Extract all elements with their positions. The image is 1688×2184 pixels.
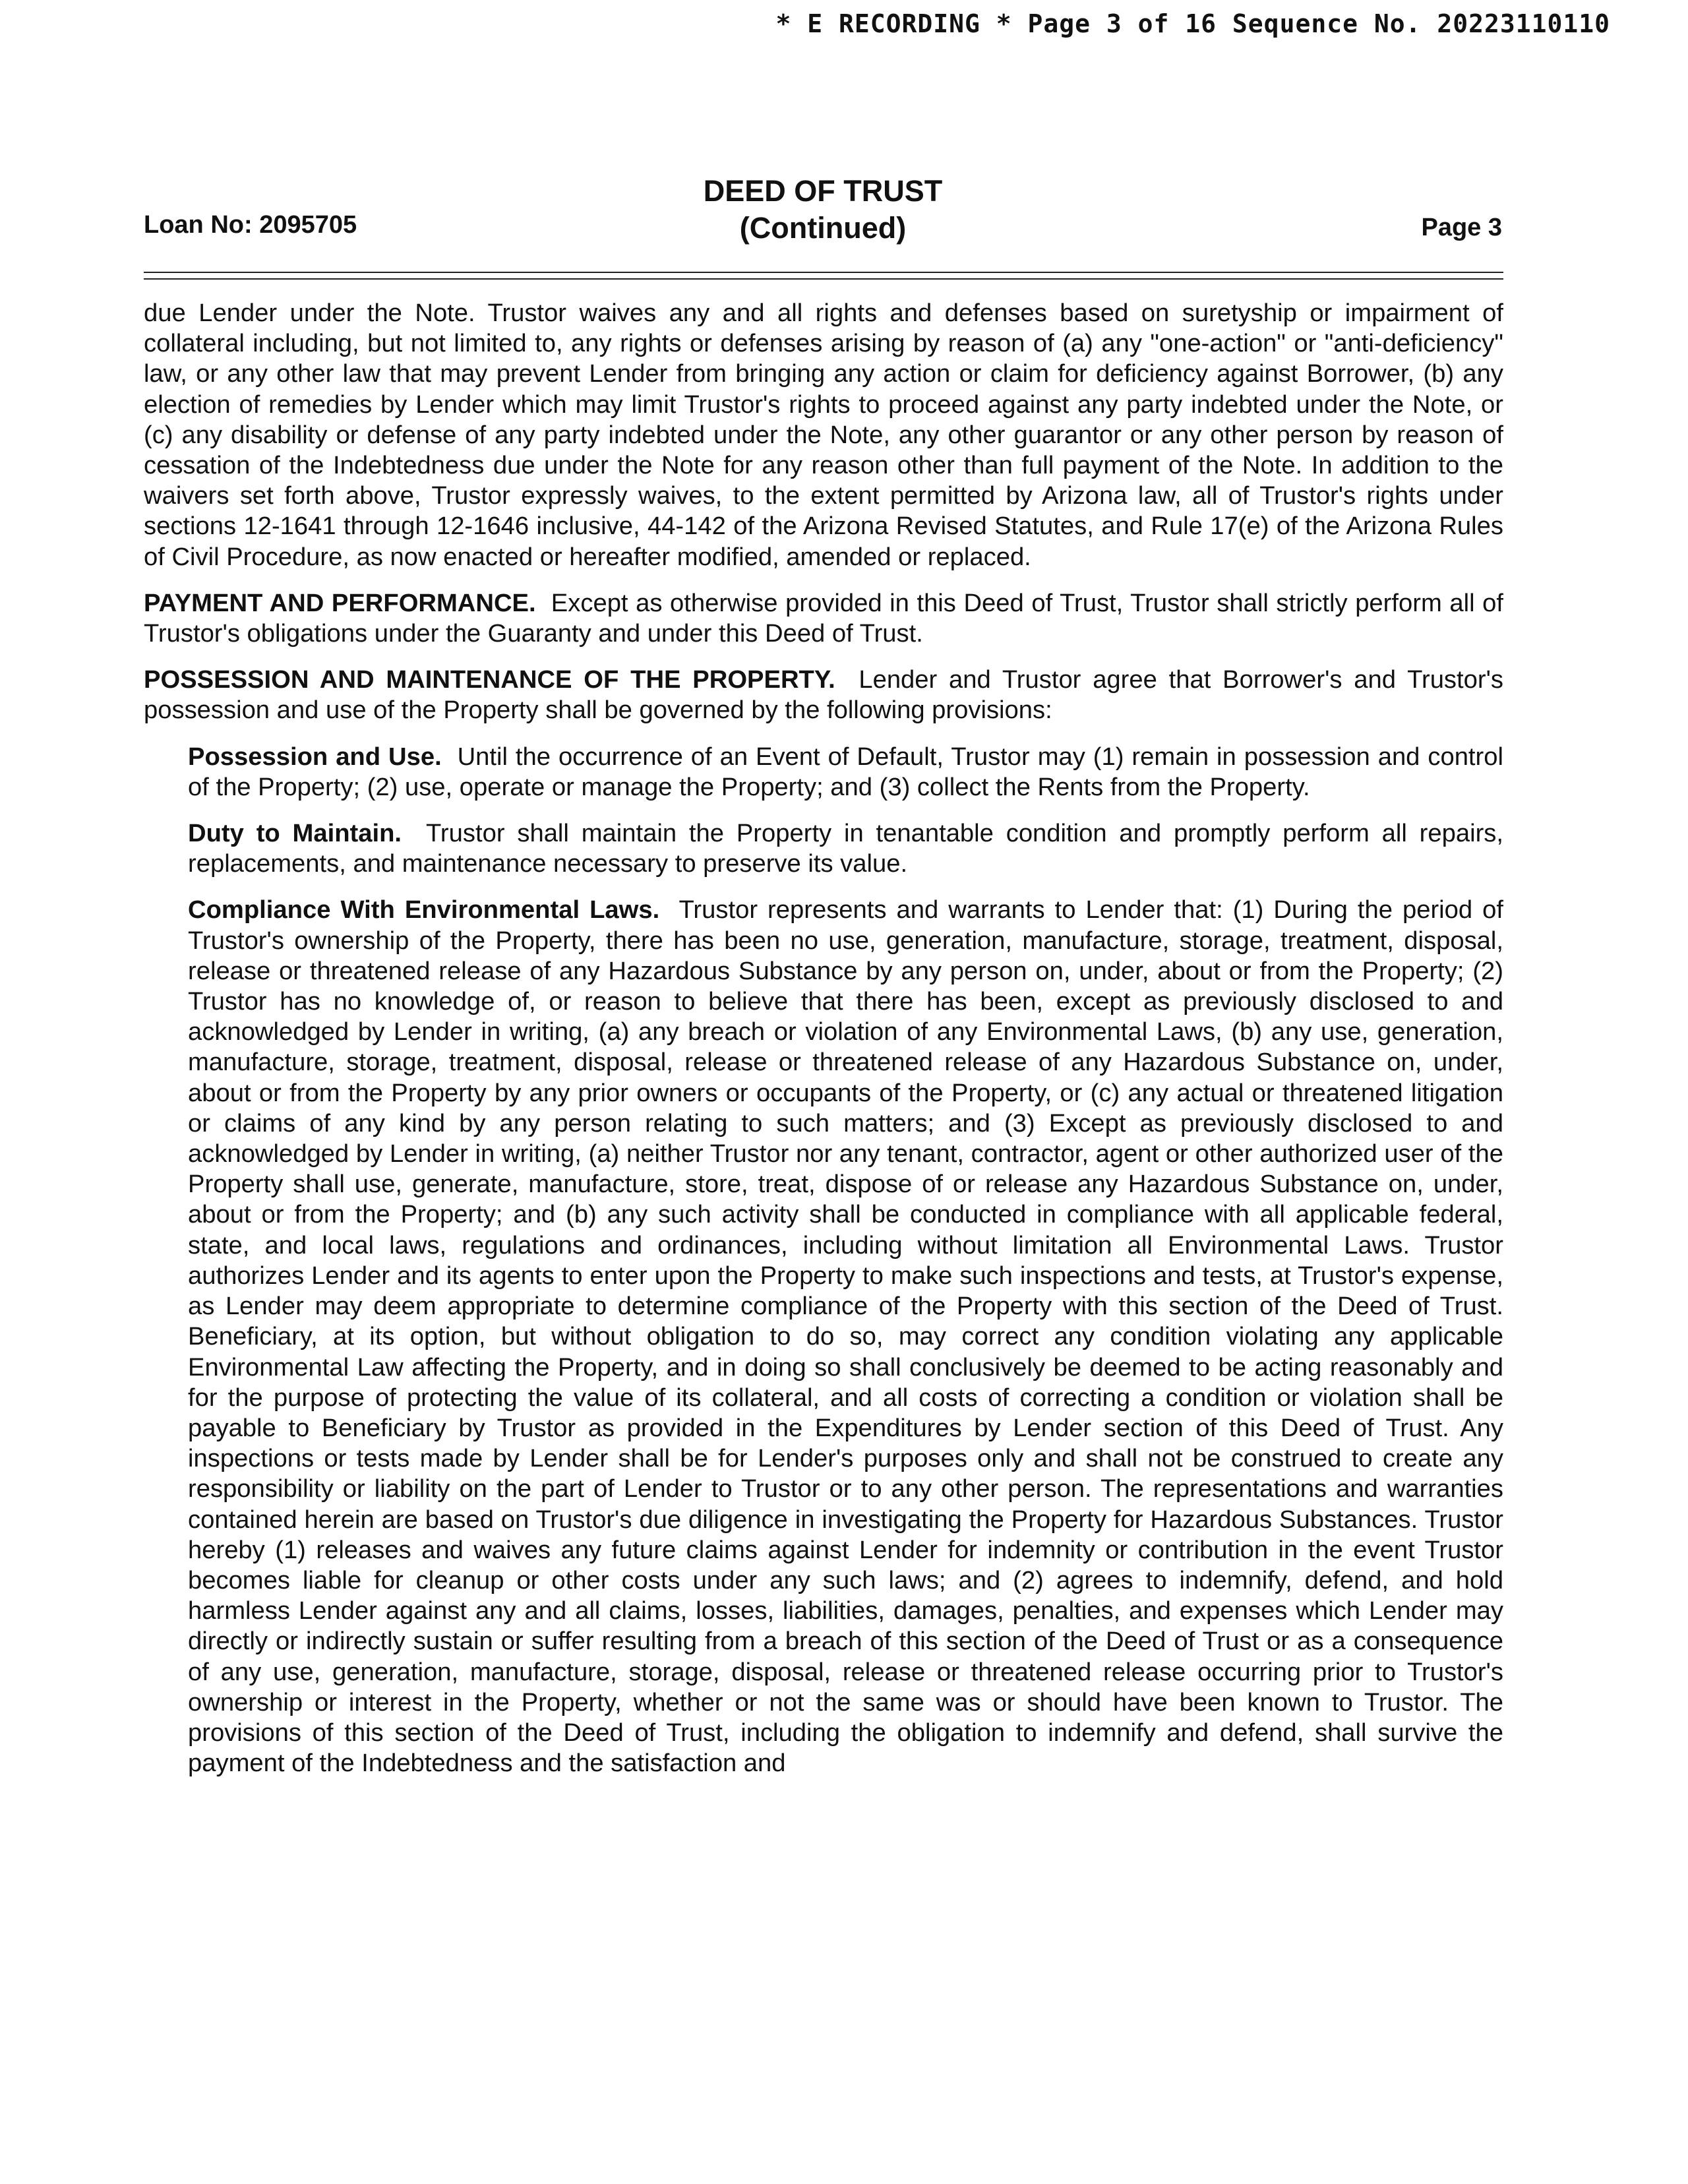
paragraph-duty-to-maintain xyxy=(188,818,1503,879)
paragraph-possession-and-use xyxy=(188,742,1503,803)
paragraph-waivers xyxy=(144,298,1503,572)
paragraph-text: Until the occurrence of an Event of Default, Trustor may (1) remain in possession and control of the Property; (2) use, operate or manage the Property; and (3) collect the Rents from the Property. xyxy=(188,742,1503,801)
paragraph-environmental-compliance xyxy=(188,895,1503,1778)
subsection-heading: Possession and Use. xyxy=(188,742,442,771)
header-rule-top xyxy=(144,272,1503,273)
document-body xyxy=(144,298,1503,1794)
paragraph-text: Trustor shall maintain the Property in tenantable condition and promptly perform all repairs, replacements, and maintenance necessary to preserve its value. xyxy=(188,819,1503,878)
section-heading: PAYMENT AND PERFORMANCE. xyxy=(144,588,536,617)
subsection-heading: Duty to Maintain. xyxy=(188,819,402,848)
section-heading: POSSESSION AND MAINTENANCE OF THE PROPERTY. xyxy=(144,665,835,694)
title-line-2: (Continued) xyxy=(739,211,907,245)
paragraph-text: Trustor represents and warrants to Lender that: (1) During the period of Trustor's ownership of the Property, there has been no use, generation, manufacture, storage, treatment, disposal, release or threatened release of any Hazardous Substance by any person on, under, about or from the Property; (2) Trustor has no knowledge of, or reason to believe that there has been, except as previously disclosed to and acknowledged by Lender in writing, (a) any breach or violation of any Environmental Laws, (b) any use, generation, manufacture, storage, treatment, disposal, release or threatened release of any Hazardous Substance on, under, about or from the Property by any prior owners or occupants of the Property, or (c) any actual or threatened litigation or claims of any kind by any person relating to such matters; and (3) Except as previously disclosed to and acknowledged by Lender in writing, (a) neither Trustor nor any tenant, contractor, agent or other authorized user of the Property shall use, generate, manufacture, store, treat, dispose of or release any Hazardous Substance on, under, about or from the Property; and (b) any such activity shall be conducted in compliance with all applicable federal, state, and local laws, regulations and ordinances, including without limitation all Environmental Laws. Trustor authorizes Lender and its agents to enter upon the Property to make such inspections and tests, at Trustor's expense, as Lender may deem appropriate to determine compliance of the Property with this section of the Deed of Trust. Beneficiary, at its option, but without obligation to do so, may correct any condition violating any applicable Environmental Law affecting the Property, and in doing so shall conclusively be deemed to be acting reasonably and for the purpose of protecting the value of its collateral, and all costs of correcting a condition or violation shall be payable to Beneficiary by Trustor as provided in the Expenditures by Lender section of this Deed of Trust. Any inspections or tests made by Lender shall be for Lender's purposes only and shall not be construed to create any responsibility or liability on the part of Lender to Trustor or to any other person. The representations and warranties contained herein are based on Trustor's due diligence in investigating the Property for Hazardous Substances. Trustor hereby (1) releases and waives any future claims against Lender for indemnity or contribution in the event Trustor becomes liable for cleanup or other costs under any such laws; and (2) agrees to indemnify, defend, and hold harmless Lender against any and all claims, losses, liabilities, damages, penalties, and expenses which Lender may directly or indirectly sustain or suffer resulting from a breach of this section of the Deed of Trust or as a consequence of any use, generation, manufacture, storage, disposal, release or threatened release occurring prior to Trustor's ownership or interest in the Property, whether or not the same was or should have been known to Trustor. The provisions of this section of the Deed of Trust, including the obligation to indemnify and defend, shall survive the payment of the Indebtedness and the satisfaction and xyxy=(188,895,1503,1778)
paragraph-possession-and-maintenance xyxy=(144,665,1503,725)
paragraph-payment-and-performance xyxy=(144,588,1503,649)
header-rule-bottom xyxy=(144,278,1503,280)
paragraph-text: Lender and Trustor agree that Borrower's and Trustor's possession and use of the Property shall be governed by the following provisions: xyxy=(144,665,1503,725)
subsection-heading: Compliance With Environmental Laws. xyxy=(188,895,660,925)
page-header xyxy=(144,173,1502,252)
page-number: Page 3 xyxy=(1421,214,1502,241)
recording-stamp: * E RECORDING * Page 3 of 16 Sequence No. 20223110110 xyxy=(775,9,1610,38)
paragraph-text: Except as otherwise provided in this Deed of Trust, Trustor shall strictly perform all of Trustor's obligations under the Guaranty and under this Deed of Trust. xyxy=(144,588,1503,648)
paragraph-text: due Lender under the Note. Trustor waives any and all rights and defenses based on suretyship or impairment of collateral including, but not limited to, any rights or defenses arising by reason of (a) any "one-action" or "anti-deficiency" law, or any other law that may prevent Lender from bringing any action or claim for deficiency against Borrower, (b) any election of remedies by Lender which may limit Trustor's rights to proceed against any party indebted under the Note, or (c) any disability or defense of any party indebted under the Note, any other guarantor or any other person by reason of cessation of the Indebtedness due under the Note for any reason other than full payment of the Note. In addition to the waivers set forth above, Trustor expressly waives, to the extent permitted by Arizona law, all of Trustor's rights under sections 12-1641 through 12-1646 inclusive, 44-142 of the Arizona Revised Statutes, and Rule 17(e) of the Arizona Rules of Civil Procedure, as now enacted or hereafter modified, amended or replaced. xyxy=(144,299,1503,571)
loan-number: Loan No: 2095705 xyxy=(144,211,357,239)
title-line-1: DEED OF TRUST xyxy=(703,174,943,208)
document-title xyxy=(144,173,1502,247)
